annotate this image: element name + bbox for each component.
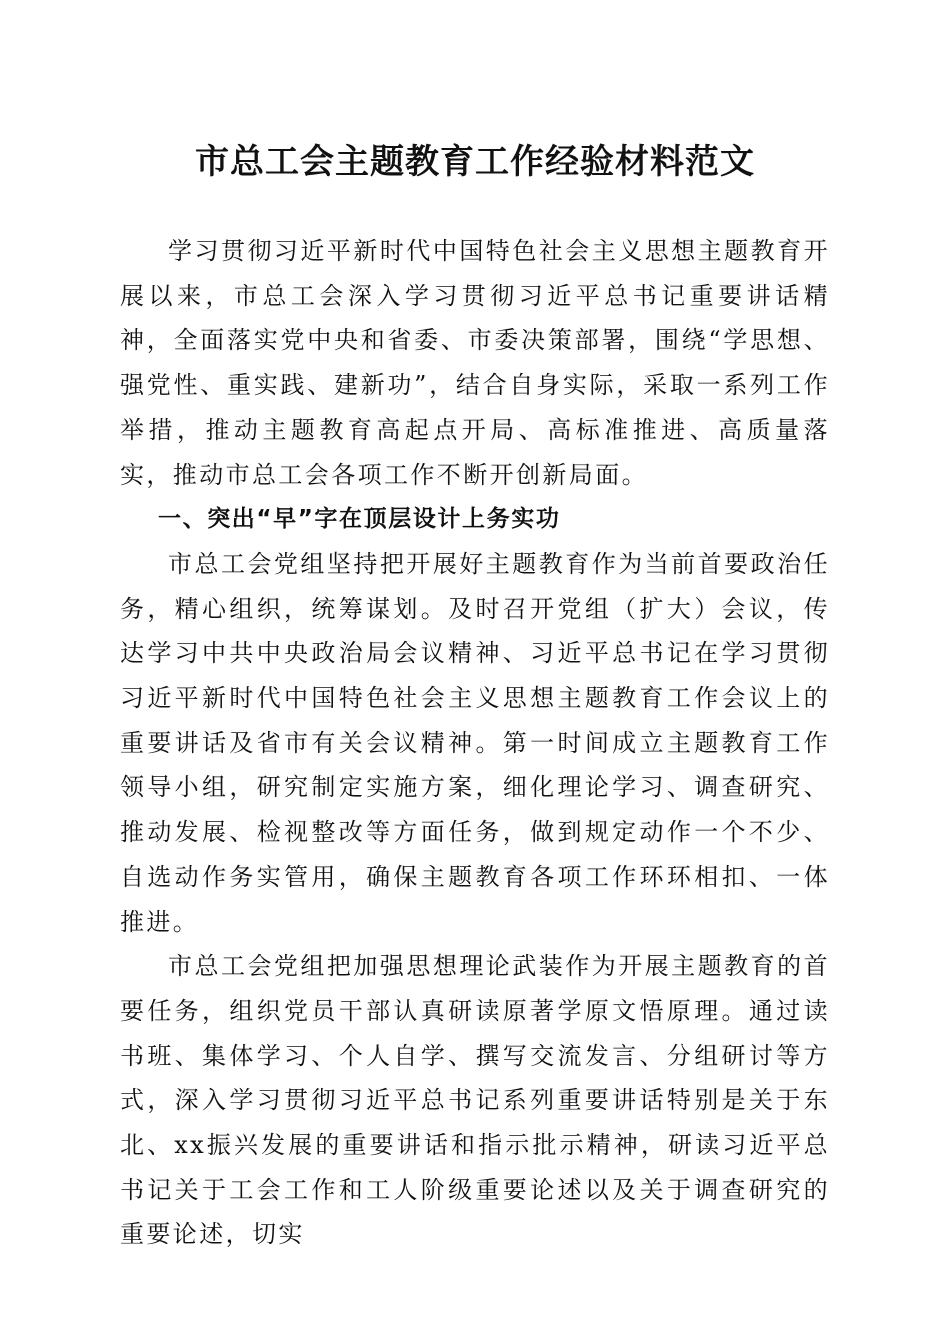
document-body [120, 229, 830, 1257]
section-heading: 一、突出“早”字在顶层设计上务实功 [158, 506, 561, 533]
body-paragraph: 市总工会党组把加强思想理论武装作为开展主题教育的首要任务，组织党员干部认真研读原著学原文悟原理。通过读书班、集体学习、个人自学、撰写交流发言、分组研讨等方式，深入学习贯彻习近平总书记系列重要讲话特别是关于东北、xx振兴发展的重要讲话和指示批示精神，研读习近平总书记关于工会工作和工人阶级重要论述以及关于调查研究的重要论述，切实 [120, 952, 830, 1249]
body-paragraph: 市总工会党组坚持把开展好主题教育作为当前首要政治任务，精心组织，统筹谋划。及时召开党组（扩大）会议，传达学习中共中央政治局会议精神、习近平总书记在学习贯彻习近平新时代中国特色社会主义思想主题教育工作会议上的重要讲话及省市有关会议精神。第一时间成立主题教育工作领导小组，研究制定实施方案，细化理论学习、调查研究、推动发展、检视整改等方面任务，做到规定动作一个不少、自选动作务实管用，确保主题教育各项工作环环相扣、一体推进。 [120, 549, 830, 936]
intro-paragraph: 学习贯彻习近平新时代中国特色社会主义思想主题教育开展以来，市总工会深入学习贯彻习近平总书记重要讲话精神，全面落实党中央和省委、市委决策部署，围绕“学思想、强党性、重实践、建新功”，结合自身实际，采取一系列工作举措，推动主题教育高起点开局、高标准推进、高质量落实，推动市总工会各项工作不断开创新局面。 [120, 237, 830, 489]
document-title: 市总工会主题教育工作经验材料范文 [195, 142, 755, 182]
